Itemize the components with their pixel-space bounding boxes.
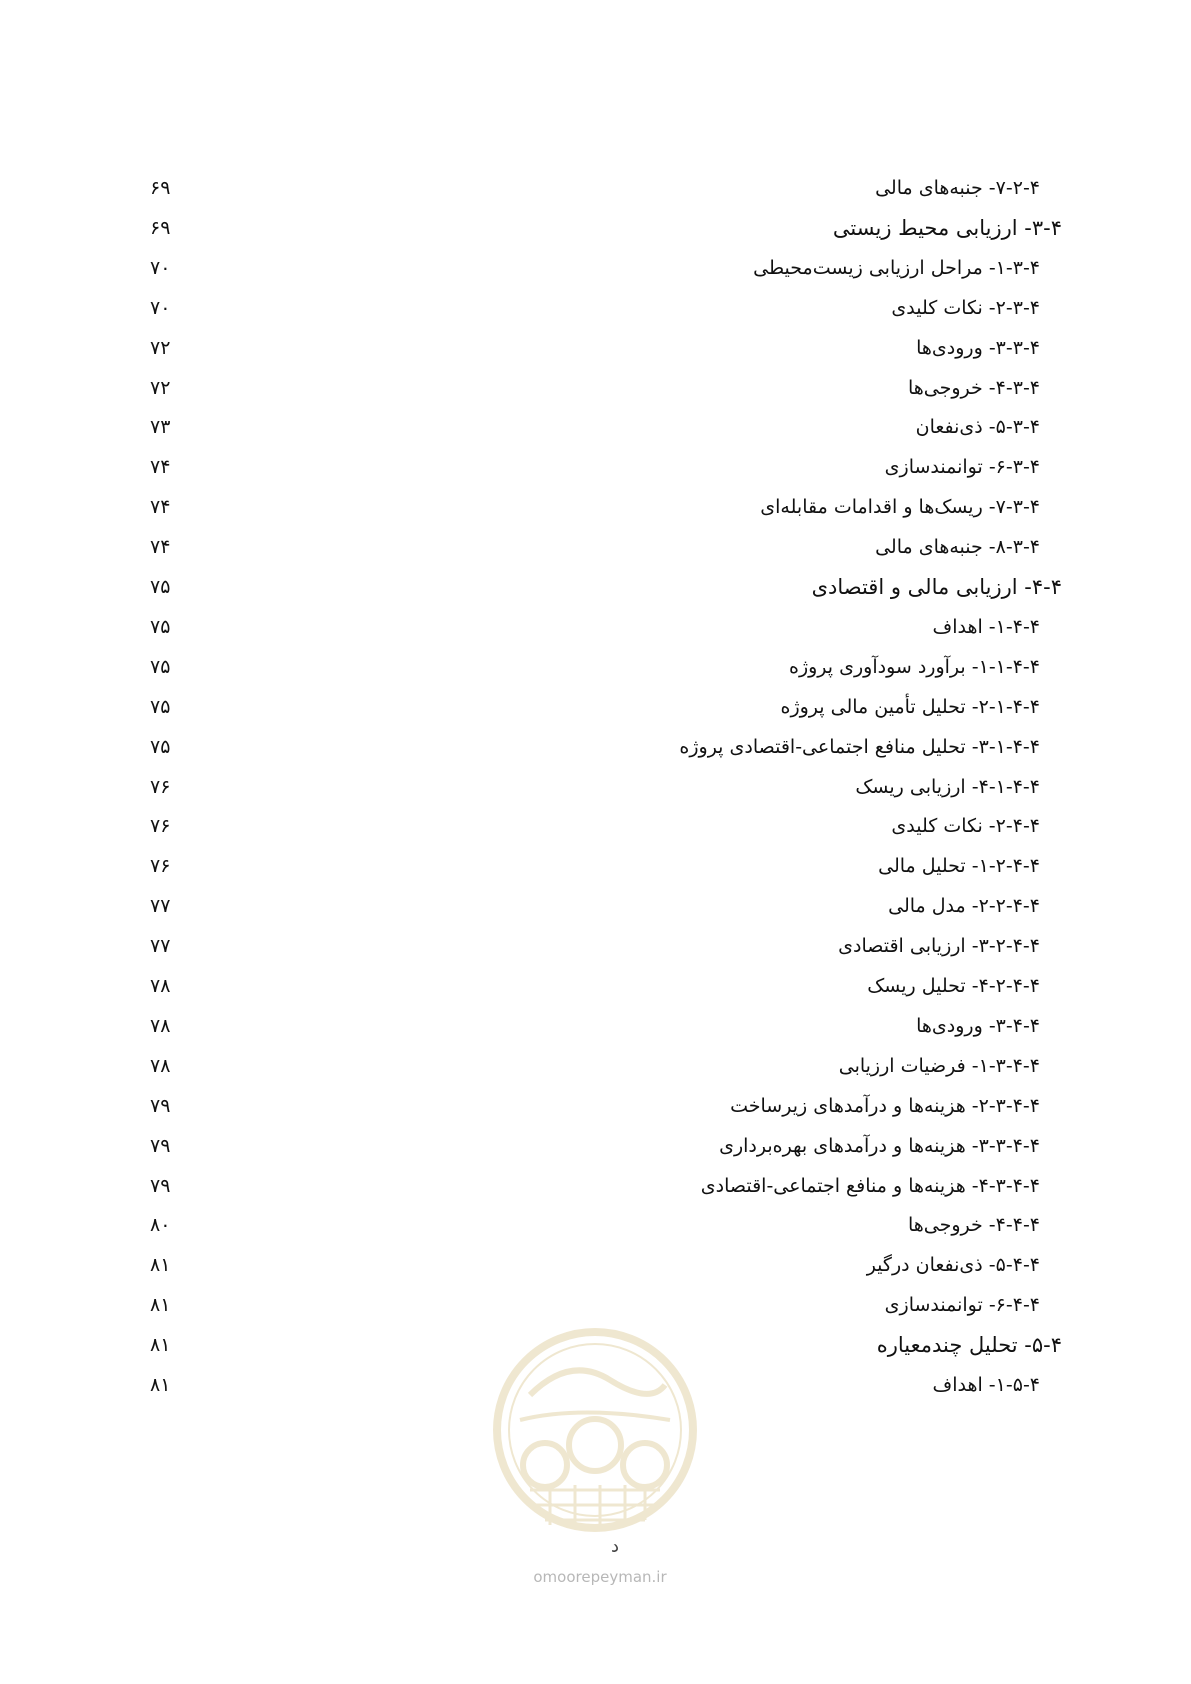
toc-entry[interactable] (150, 1207, 1062, 1243)
toc-page-number: ۸۰ (150, 1214, 171, 1236)
toc-entry[interactable] (150, 1008, 1062, 1044)
toc-entry-title: ۱-۲-۴-۴- تحلیل مالی (878, 855, 1040, 877)
toc-entry[interactable] (150, 330, 1062, 366)
toc-entry[interactable] (150, 1287, 1062, 1323)
toc-entry-title: ۳-۴-۴- ورودی‌ها (916, 1015, 1040, 1037)
toc-entry-title: ۷-۳-۴- ریسک‌ها و اقدامات مقابله‌ای (760, 496, 1040, 518)
toc-entry-title: ۳-۳-۴- ورودی‌ها (916, 337, 1040, 359)
toc-page-number: ۷۰ (150, 297, 171, 319)
toc-entry[interactable] (150, 888, 1062, 924)
toc-entry-title: ۴-۲-۴-۴- تحلیل ریسک (867, 975, 1040, 997)
toc-entry[interactable] (150, 808, 1062, 844)
toc-entry-title: ۵-۴- تحلیل چندمعیاره (876, 1333, 1062, 1357)
toc-entry-title: ۴-۴-۴- خروجی‌ها (907, 1214, 1040, 1236)
toc-entry-title: ۱-۳-۴-۴- فرضیات ارزیابی (838, 1055, 1040, 1077)
toc-page-number: ۷۵ (150, 616, 171, 638)
toc-entry-title: ۳-۲-۴-۴- ارزیابی اقتصادی (838, 935, 1040, 957)
toc-page-number: ۷۸ (150, 1015, 171, 1037)
toc-entry[interactable] (150, 729, 1062, 765)
toc-entry-title: ۶-۴-۴- توانمندسازی (884, 1294, 1040, 1316)
toc-page-number: ۷۳ (150, 416, 171, 438)
toc-entry[interactable] (150, 370, 1062, 406)
toc-page-number: ۷۲ (150, 337, 171, 359)
toc-entry[interactable] (150, 968, 1062, 1004)
toc-entry-title: ۲-۱-۴-۴- تحلیل تأمین مالی پروژه (780, 696, 1040, 718)
toc-entry-title: ۱-۴-۴- اهداف (932, 616, 1040, 638)
toc-entry-title: ۶-۳-۴- توانمندسازی (884, 456, 1040, 478)
toc-page-number: ۷۷ (150, 935, 171, 957)
toc-entry-title: ۱-۱-۴-۴- برآورد سودآوری پروژه (788, 656, 1040, 678)
toc-page-number: ۷۰ (150, 257, 171, 279)
toc-entry[interactable] (150, 649, 1062, 685)
toc-entry-title: ۵-۳-۴- ذی‌نفعان (915, 416, 1040, 438)
toc-page-number: ۷۴ (150, 536, 171, 558)
toc-entry-title: ۱-۵-۴- اهداف (932, 1374, 1040, 1396)
toc-entry[interactable] (150, 529, 1062, 565)
toc-page-number: ۷۴ (150, 456, 171, 478)
toc-page-number: ۷۸ (150, 1055, 171, 1077)
toc-page-number: ۷۶ (150, 855, 171, 877)
toc-entry[interactable] (150, 449, 1062, 485)
toc-entry-title: ۷-۲-۴- جنبه‌های مالی (875, 177, 1040, 199)
toc-entry[interactable] (150, 928, 1062, 964)
toc-page-number: ۷۵ (150, 576, 171, 598)
toc-entry[interactable] (150, 489, 1062, 525)
toc-entry-title: ۴-۳-۴-۴- هزینه‌ها و منافع اجتماعی-اقتصادی (700, 1175, 1040, 1197)
toc-entry[interactable] (150, 848, 1062, 884)
toc-entry-title: ۲-۳-۴- نکات کلیدی (891, 297, 1040, 319)
toc-page-number: ۷۹ (150, 1095, 171, 1117)
toc-page-number: ۷۸ (150, 975, 171, 997)
watermark-url: omoorepeyman.ir (533, 1568, 667, 1586)
toc-entry-title: ۱-۳-۴- مراحل ارزیابی زیست‌محیطی (753, 257, 1040, 279)
toc-entry-title: ۴-۳-۴- خروجی‌ها (907, 377, 1040, 399)
toc-entry[interactable] (150, 1247, 1062, 1283)
toc-page-number: ۷۴ (150, 496, 171, 518)
toc-page-number: ۷۵ (150, 736, 171, 758)
toc-entry[interactable] (150, 250, 1062, 286)
toc-page-number: ۷۲ (150, 377, 171, 399)
toc-entry[interactable] (150, 1088, 1062, 1124)
toc-page-number: ۸۱ (150, 1294, 171, 1316)
page-number-footer: د (610, 1536, 619, 1557)
toc-entry-title: ۳-۴- ارزیابی محیط زیستی (832, 216, 1062, 240)
toc-entry[interactable] (150, 170, 1062, 206)
toc-page-number: ۸۱ (150, 1334, 171, 1356)
toc-entry[interactable] (150, 290, 1062, 326)
toc-entry[interactable] (150, 409, 1062, 445)
toc-page-number: ۶۹ (150, 217, 171, 239)
toc-entry-title: ۴-۱-۴-۴- ارزیابی ریسک (855, 776, 1040, 798)
toc-entry-title: ۲-۲-۴-۴- مدل مالی (888, 895, 1040, 917)
toc-entry-title: ۵-۴-۴- ذی‌نفعان درگیر (866, 1254, 1040, 1276)
toc-page-number: ۸۱ (150, 1254, 171, 1276)
watermark-logo-icon (490, 1325, 700, 1585)
toc-entry[interactable] (150, 1128, 1062, 1164)
toc-page-number: ۷۶ (150, 815, 171, 837)
toc-entry[interactable] (150, 1168, 1062, 1204)
toc-entry-title: ۳-۳-۴-۴- هزینه‌ها و درآمدهای بهره‌برداری (719, 1135, 1040, 1157)
toc-entry-title: ۴-۴- ارزیابی مالی و اقتصادی (811, 575, 1062, 599)
toc-entry-title: ۲-۴-۴- نکات کلیدی (891, 815, 1040, 837)
toc-page-number: ۷۵ (150, 696, 171, 718)
toc-entry[interactable] (150, 769, 1062, 805)
toc-entry[interactable] (150, 210, 1062, 246)
toc-page-number: ۶۹ (150, 177, 171, 199)
toc-entry-title: ۲-۳-۴-۴- هزینه‌ها و درآمدهای زیرساخت (730, 1095, 1040, 1117)
toc-entry-title: ۸-۳-۴- جنبه‌های مالی (875, 536, 1040, 558)
toc-entry[interactable] (150, 569, 1062, 605)
toc-entry-title: ۳-۱-۴-۴- تحلیل منافع اجتماعی-اقتصادی پروژه (679, 736, 1040, 758)
toc-page-number: ۷۵ (150, 656, 171, 678)
toc-page-number: ۷۹ (150, 1135, 171, 1157)
toc-entry[interactable] (150, 689, 1062, 725)
toc-entry[interactable] (150, 1048, 1062, 1084)
toc-page-number: ۷۹ (150, 1175, 171, 1197)
toc-page-number: ۸۱ (150, 1374, 171, 1396)
toc-page-number: ۷۷ (150, 895, 171, 917)
toc-entry[interactable] (150, 609, 1062, 645)
toc-page-number: ۷۶ (150, 776, 171, 798)
